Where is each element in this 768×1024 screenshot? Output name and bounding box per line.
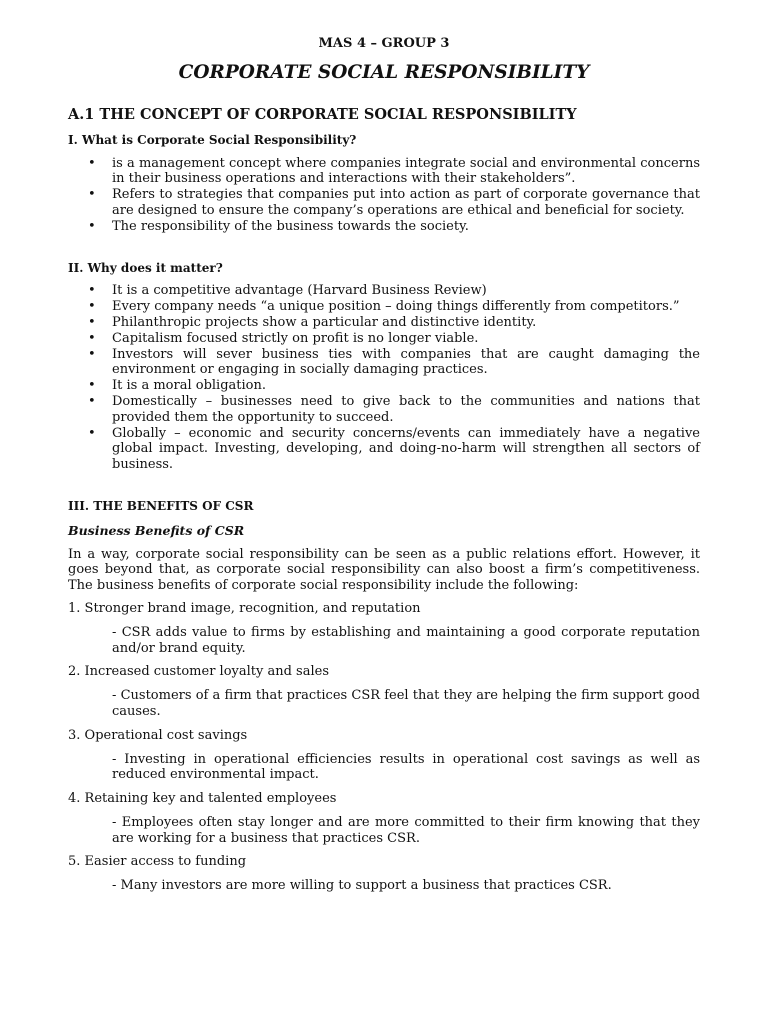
section-2-bullets [68,283,700,473]
section-a-heading: A.1 THE CONCEPT OF CORPORATE SOCIAL RESPONSIBILITY [68,105,577,123]
benefit-title: 3. Operational cost savings [68,727,248,743]
bullet-item: • It is a moral obligation. [112,378,700,394]
bullet-item: • It is a competitive advantage (Harvard Business Review) [112,283,700,299]
section-3-heading: III. THE BENEFITS OF CSR [68,498,254,513]
document-header: MAS 4 – GROUP 3 [318,36,450,51]
document-title: CORPORATE SOCIAL RESPONSIBILITY [178,61,590,83]
bullet-item: • Domestically – businesses need to give back to the communities and nations that provided them the opportunity to succeed. [112,394,700,426]
section-2-heading: II. Why does it matter? [68,260,223,275]
bullet-item: • The responsibility of the business towards the society. [112,219,700,235]
benefit-title: 2. Increased customer loyalty and sales [68,664,330,680]
benefit-title: 5. Easier access to funding [68,854,247,870]
benefit-description: - Many investors are more willing to support a business that practices CSR. [112,878,612,894]
bullet-item: • Every company needs “a unique position – doing things differently from competitors.” [112,299,700,315]
bullet-item: • Globally – economic and security concerns/events can immediately have a negative global impact. Investing, developing, and doing-no-harm will strengthen all sectors of business. [112,426,700,473]
section-1-bullets [68,156,700,235]
benefit-description: - Customers of a firm that practices CSR feel that they are helping the firm support good causes. [112,688,700,719]
benefit-title: 4. Retaining key and talented employees [68,791,337,807]
benefit-description: - CSR adds value to firms by establishing and maintaining a good corporate reputation and/or brand equity. [112,624,700,656]
bullet-item: • Capitalism focused strictly on profit is no longer viable. [112,331,700,347]
section-1-heading: I. What is Corporate Social Responsibility? [68,132,357,147]
bullet-item: • Philanthropic projects show a particular and distinctive identity. [112,315,700,331]
bullet-item: • Refers to strategies that companies put into action as part of corporate governance that are designed to ensure the company’s operations are ethical and beneficial for society. [112,187,700,219]
benefit-description: - Investing in operational efficiencies results in operational cost savings as well as reduced environmental impact. [112,751,700,783]
benefit-title: 1. Stronger brand image, recognition, and reputation [68,600,421,616]
section-3-subheading: Business Benefits of CSR [68,522,245,538]
bullet-item: • Investors will sever business ties with companies that are caught damaging the environment or engaging in socially damaging practices. [112,347,700,379]
benefit-description: - Employees often stay longer and are more committed to their firm knowing that they are working for a business that practices CSR. [112,814,700,846]
bullet-item: • is a management concept where companies integrate social and environmental concerns in their business operations and interactions with their stakeholders”. [112,156,700,188]
section-3-intro: In a way, corporate social responsibility can be seen as a public relations effort. However, it goes beyond that, as corporate social responsibility can also boost a firm’s competitiveness. The business benefits of corporate social responsibility include the following: [68,546,700,594]
